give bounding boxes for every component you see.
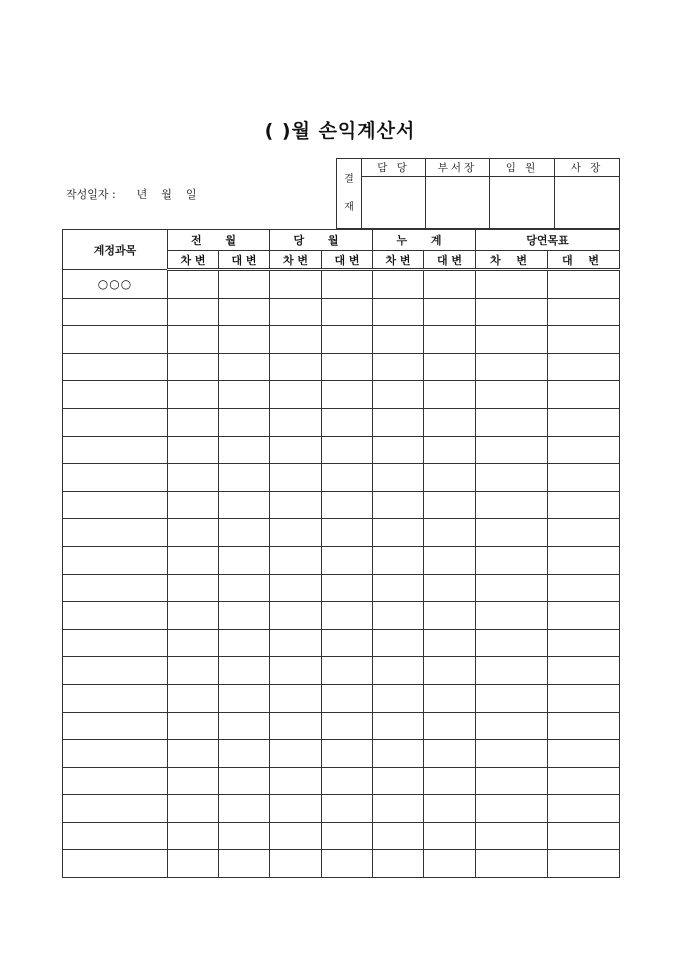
table-row — [63, 767, 620, 795]
credit-cell[interactable] — [219, 381, 270, 409]
signature-cell-executive[interactable] — [490, 177, 555, 229]
debit-cell[interactable] — [270, 850, 322, 878]
debit-cell[interactable] — [373, 795, 424, 823]
credit-cell[interactable] — [322, 767, 373, 795]
signature-cell-staff[interactable] — [362, 177, 426, 229]
credit-cell[interactable] — [424, 519, 476, 547]
approval-role-president: 사 장 — [555, 159, 620, 177]
account-cell[interactable] — [63, 408, 168, 436]
credit-cell[interactable] — [322, 629, 373, 657]
account-cell[interactable] — [63, 353, 168, 381]
credit-cell[interactable] — [424, 822, 476, 850]
credit-cell[interactable] — [424, 602, 476, 630]
credit-cell[interactable] — [219, 408, 270, 436]
debit-cell[interactable] — [168, 740, 219, 768]
debit-cell[interactable] — [373, 546, 424, 574]
debit-cell[interactable] — [168, 850, 219, 878]
table-row — [63, 270, 620, 299]
account-cell[interactable] — [63, 519, 168, 547]
credit-cell[interactable] — [322, 491, 373, 519]
debit-cell[interactable] — [270, 767, 322, 795]
account-cell[interactable] — [63, 767, 168, 795]
credit-cell[interactable] — [424, 740, 476, 768]
debit-cell[interactable] — [373, 436, 424, 464]
credit-cell[interactable] — [548, 270, 620, 299]
credit-cell[interactable] — [424, 353, 476, 381]
credit-cell[interactable] — [424, 795, 476, 823]
credit-cell[interactable] — [424, 491, 476, 519]
debit-cell[interactable] — [373, 822, 424, 850]
debit-cell[interactable] — [168, 353, 219, 381]
debit-cell[interactable] — [373, 574, 424, 602]
table-row — [63, 436, 620, 464]
debit-cell[interactable] — [168, 629, 219, 657]
signature-cell-president[interactable] — [555, 177, 620, 229]
credit-cell[interactable] — [322, 326, 373, 354]
table-row — [63, 822, 620, 850]
debit-cell[interactable] — [270, 326, 322, 354]
credit-cell[interactable] — [219, 740, 270, 768]
credit-cell[interactable] — [219, 795, 270, 823]
credit-cell[interactable] — [219, 629, 270, 657]
account-cell[interactable] — [63, 326, 168, 354]
credit-cell[interactable] — [548, 298, 620, 326]
account-cell[interactable] — [63, 795, 168, 823]
account-cell[interactable] — [63, 298, 168, 326]
table-row — [63, 298, 620, 326]
debit-cell[interactable] — [476, 298, 548, 326]
table-row — [63, 684, 620, 712]
debit-cell[interactable] — [373, 326, 424, 354]
account-cell[interactable] — [63, 602, 168, 630]
account-cell[interactable] — [63, 436, 168, 464]
credit-cell[interactable] — [322, 436, 373, 464]
credit-cell[interactable] — [424, 408, 476, 436]
debit-cell[interactable] — [373, 850, 424, 878]
account-header: 계정과목 — [63, 230, 168, 270]
account-cell[interactable] — [63, 464, 168, 492]
debit-cell[interactable] — [168, 519, 219, 547]
table-row — [63, 464, 620, 492]
debit-cell[interactable] — [476, 684, 548, 712]
credit-cell[interactable] — [548, 353, 620, 381]
sub-header-debit: 차 변 — [373, 251, 424, 270]
credit-cell[interactable] — [424, 767, 476, 795]
debit-cell[interactable] — [476, 326, 548, 354]
debit-cell[interactable] — [270, 574, 322, 602]
credit-cell[interactable] — [424, 298, 476, 326]
debit-cell[interactable] — [476, 740, 548, 768]
table-row — [63, 326, 620, 354]
debit-cell[interactable] — [168, 381, 219, 409]
debit-cell[interactable] — [270, 629, 322, 657]
credit-cell[interactable] — [322, 270, 373, 299]
debit-cell[interactable] — [373, 298, 424, 326]
table-row — [63, 381, 620, 409]
credit-cell[interactable] — [548, 381, 620, 409]
account-cell[interactable] — [63, 546, 168, 574]
credit-cell[interactable] — [219, 491, 270, 519]
debit-cell[interactable] — [476, 491, 548, 519]
credit-cell[interactable] — [322, 712, 373, 740]
credit-cell[interactable] — [219, 298, 270, 326]
sub-header-credit: 대 변 — [219, 251, 270, 270]
debit-cell[interactable] — [168, 767, 219, 795]
debit-cell[interactable] — [270, 436, 322, 464]
credit-cell[interactable] — [548, 740, 620, 768]
debit-cell[interactable] — [270, 519, 322, 547]
credit-cell[interactable] — [424, 381, 476, 409]
credit-cell[interactable] — [219, 353, 270, 381]
credit-cell[interactable] — [424, 657, 476, 685]
table-row — [63, 657, 620, 685]
debit-cell[interactable] — [373, 381, 424, 409]
debit-cell[interactable] — [373, 657, 424, 685]
debit-cell[interactable] — [270, 353, 322, 381]
debit-cell[interactable] — [373, 464, 424, 492]
debit-cell[interactable] — [168, 436, 219, 464]
sub-header-debit: 차 변 — [270, 251, 322, 270]
table-row — [63, 546, 620, 574]
signature-cell-dept-head[interactable] — [426, 177, 490, 229]
credit-cell[interactable] — [322, 850, 373, 878]
credit-cell[interactable] — [424, 270, 476, 299]
credit-cell[interactable] — [219, 602, 270, 630]
credit-cell[interactable] — [548, 574, 620, 602]
account-cell[interactable] — [63, 381, 168, 409]
credit-cell[interactable] — [548, 408, 620, 436]
credit-cell[interactable] — [322, 740, 373, 768]
credit-cell[interactable] — [548, 767, 620, 795]
credit-cell[interactable] — [219, 684, 270, 712]
approval-role-executive: 임 원 — [490, 159, 555, 177]
credit-cell[interactable] — [322, 602, 373, 630]
credit-cell[interactable] — [424, 546, 476, 574]
approval-role-dept-head: 부서장 — [426, 159, 490, 177]
table-row — [63, 491, 620, 519]
credit-cell[interactable] — [424, 464, 476, 492]
debit-cell[interactable] — [476, 519, 548, 547]
credit-cell[interactable] — [219, 712, 270, 740]
credit-cell[interactable] — [219, 822, 270, 850]
credit-cell[interactable] — [548, 822, 620, 850]
debit-cell[interactable] — [270, 464, 322, 492]
account-cell[interactable] — [63, 712, 168, 740]
credit-cell[interactable] — [424, 326, 476, 354]
debit-cell[interactable] — [168, 657, 219, 685]
account-cell[interactable] — [63, 684, 168, 712]
debit-cell[interactable] — [373, 353, 424, 381]
debit-cell[interactable] — [270, 822, 322, 850]
debit-cell[interactable] — [476, 629, 548, 657]
credit-cell[interactable] — [219, 767, 270, 795]
debit-cell[interactable] — [476, 408, 548, 436]
debit-cell[interactable] — [476, 353, 548, 381]
debit-cell[interactable] — [168, 408, 219, 436]
credit-cell[interactable] — [548, 795, 620, 823]
debit-cell[interactable] — [270, 795, 322, 823]
debit-cell[interactable] — [476, 795, 548, 823]
group-header-prev-month: 전 월 — [168, 230, 270, 251]
sub-header-debit: 차 변 — [168, 251, 219, 270]
debit-cell[interactable] — [168, 574, 219, 602]
debit-cell[interactable] — [168, 712, 219, 740]
credit-cell[interactable] — [322, 822, 373, 850]
debit-cell[interactable] — [168, 270, 219, 299]
credit-cell[interactable] — [424, 574, 476, 602]
debit-cell[interactable] — [476, 712, 548, 740]
credit-cell[interactable] — [548, 657, 620, 685]
debit-cell[interactable] — [476, 822, 548, 850]
debit-cell[interactable] — [168, 491, 219, 519]
table-row — [63, 850, 620, 878]
debit-cell[interactable] — [476, 657, 548, 685]
credit-cell[interactable] — [322, 795, 373, 823]
credit-cell[interactable] — [219, 574, 270, 602]
credit-cell[interactable] — [424, 712, 476, 740]
sub-header-credit: 대 변 — [322, 251, 373, 270]
credit-cell[interactable] — [322, 298, 373, 326]
credit-cell[interactable] — [548, 546, 620, 574]
debit-cell[interactable] — [373, 767, 424, 795]
credit-cell[interactable] — [424, 850, 476, 878]
account-cell[interactable] — [63, 574, 168, 602]
sub-header-debit: 차 변 — [476, 251, 548, 270]
debit-cell[interactable] — [373, 270, 424, 299]
debit-cell[interactable] — [270, 657, 322, 685]
debit-cell[interactable] — [270, 740, 322, 768]
sub-header-credit: 대 변 — [424, 251, 476, 270]
debit-cell[interactable] — [270, 712, 322, 740]
debit-cell[interactable] — [270, 546, 322, 574]
debit-cell[interactable] — [270, 408, 322, 436]
credit-cell[interactable] — [548, 712, 620, 740]
credit-cell[interactable] — [548, 629, 620, 657]
creation-date-line: 작성일자 : 년 월 일 — [66, 188, 197, 201]
debit-cell[interactable] — [476, 602, 548, 630]
debit-cell[interactable] — [373, 602, 424, 630]
credit-cell[interactable] — [322, 684, 373, 712]
credit-cell[interactable] — [424, 684, 476, 712]
sub-header-credit: 대 변 — [548, 251, 620, 270]
credit-cell[interactable] — [548, 326, 620, 354]
debit-cell[interactable] — [373, 629, 424, 657]
approval-label — [337, 159, 362, 229]
debit-cell[interactable] — [270, 684, 322, 712]
account-cell[interactable] — [63, 657, 168, 685]
table-row — [63, 408, 620, 436]
debit-cell[interactable] — [270, 491, 322, 519]
debit-cell[interactable] — [168, 795, 219, 823]
approval-box — [336, 158, 620, 229]
debit-cell[interactable] — [168, 464, 219, 492]
debit-cell[interactable] — [373, 684, 424, 712]
credit-cell[interactable] — [424, 436, 476, 464]
group-header-target: 당연목표 — [476, 230, 620, 251]
credit-cell[interactable] — [322, 546, 373, 574]
credit-cell[interactable] — [322, 353, 373, 381]
table-row — [63, 519, 620, 547]
credit-cell[interactable] — [322, 464, 373, 492]
debit-cell[interactable] — [476, 381, 548, 409]
debit-cell[interactable] — [270, 298, 322, 326]
debit-cell[interactable] — [373, 408, 424, 436]
debit-cell[interactable] — [476, 436, 548, 464]
credit-cell[interactable] — [219, 519, 270, 547]
page-title: ( )월 손익계산서 — [264, 120, 416, 142]
debit-cell[interactable] — [476, 574, 548, 602]
table-row — [63, 574, 620, 602]
account-cell[interactable] — [63, 822, 168, 850]
debit-cell[interactable] — [168, 684, 219, 712]
debit-cell[interactable] — [168, 602, 219, 630]
debit-cell[interactable] — [476, 850, 548, 878]
debit-cell[interactable] — [476, 546, 548, 574]
debit-cell[interactable] — [168, 822, 219, 850]
debit-cell[interactable] — [476, 767, 548, 795]
account-cell[interactable] — [63, 740, 168, 768]
debit-cell[interactable] — [270, 381, 322, 409]
credit-cell[interactable] — [322, 657, 373, 685]
table-row — [63, 629, 620, 657]
table-row — [63, 353, 620, 381]
debit-cell[interactable] — [168, 298, 219, 326]
credit-cell[interactable] — [548, 684, 620, 712]
debit-cell[interactable] — [270, 602, 322, 630]
debit-cell[interactable] — [373, 491, 424, 519]
credit-cell[interactable] — [322, 408, 373, 436]
credit-cell[interactable] — [548, 491, 620, 519]
debit-cell[interactable] — [373, 740, 424, 768]
account-cell[interactable] — [63, 629, 168, 657]
credit-cell[interactable] — [219, 657, 270, 685]
credit-cell[interactable] — [219, 436, 270, 464]
debit-cell[interactable] — [476, 270, 548, 299]
credit-cell[interactable] — [322, 381, 373, 409]
approval-label-bottom: 재 — [344, 201, 354, 213]
approval-role-staff: 담 당 — [362, 159, 426, 177]
credit-cell[interactable] — [322, 574, 373, 602]
credit-cell[interactable] — [548, 850, 620, 878]
debit-cell[interactable] — [270, 270, 322, 299]
credit-cell[interactable] — [548, 436, 620, 464]
debit-cell[interactable] — [168, 326, 219, 354]
account-cell[interactable]: ○○○ — [63, 270, 168, 299]
income-statement-table — [62, 229, 620, 878]
table-row — [63, 712, 620, 740]
table-row — [63, 795, 620, 823]
credit-cell[interactable] — [424, 629, 476, 657]
credit-cell[interactable] — [548, 519, 620, 547]
credit-cell[interactable] — [548, 602, 620, 630]
credit-cell[interactable] — [219, 850, 270, 878]
table-row — [63, 740, 620, 768]
credit-cell[interactable] — [219, 270, 270, 299]
credit-cell[interactable] — [219, 546, 270, 574]
debit-cell[interactable] — [373, 712, 424, 740]
credit-cell[interactable] — [322, 519, 373, 547]
debit-cell[interactable] — [476, 464, 548, 492]
credit-cell[interactable] — [219, 326, 270, 354]
debit-cell[interactable] — [168, 546, 219, 574]
credit-cell[interactable] — [548, 464, 620, 492]
approval-label-top: 결 — [344, 173, 354, 185]
credit-cell[interactable] — [219, 464, 270, 492]
table-row — [63, 602, 620, 630]
debit-cell[interactable] — [373, 519, 424, 547]
account-cell[interactable] — [63, 850, 168, 878]
account-cell[interactable] — [63, 491, 168, 519]
group-header-current-month: 당 월 — [270, 230, 373, 251]
group-header-cumulative: 누 계 — [373, 230, 476, 251]
